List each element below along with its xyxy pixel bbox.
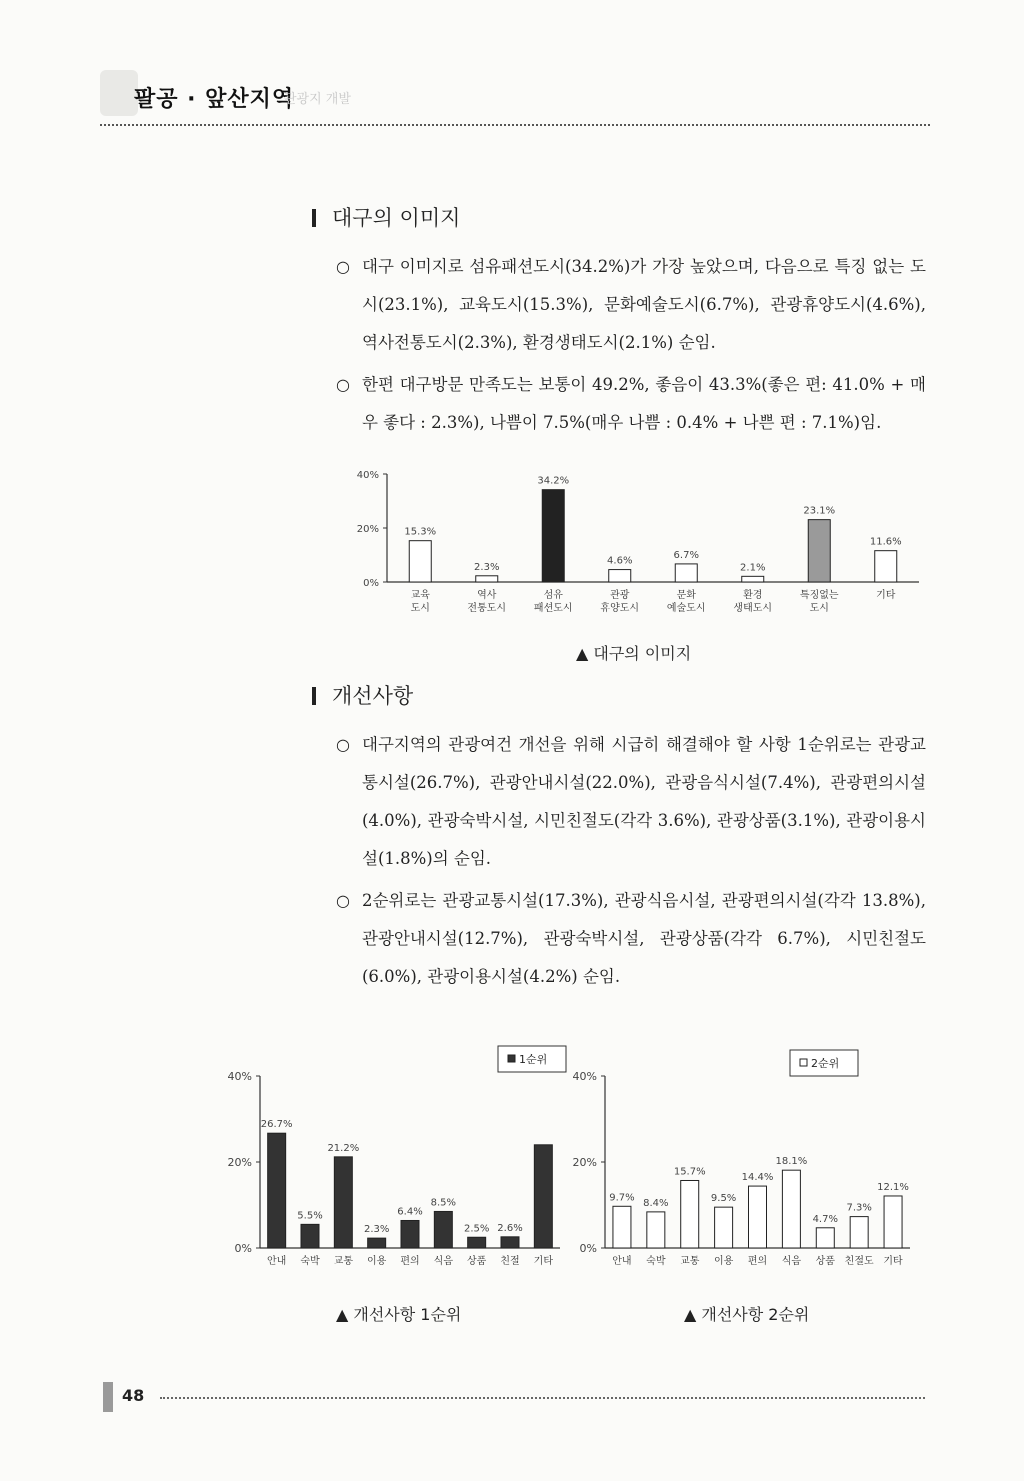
y-tick-label: 40%: [356, 470, 379, 481]
section-title-text: 개선사항: [332, 684, 414, 708]
data-label: 21.2%: [327, 1142, 360, 1154]
data-label: 4.6%: [607, 555, 633, 567]
bar: [301, 1224, 319, 1248]
legend-swatch: [508, 1055, 515, 1062]
data-label: 7.3%: [846, 1202, 872, 1214]
header-decoration: [100, 70, 138, 116]
section-marker: [312, 687, 316, 705]
data-label: 26.7%: [260, 1119, 293, 1131]
page-header: [100, 70, 930, 128]
category-label: 이용: [713, 1256, 734, 1267]
data-label: 18.1%: [775, 1156, 808, 1168]
data-label: 23.1%: [803, 505, 836, 517]
bar: [850, 1217, 868, 1248]
page-number: 48: [122, 1386, 145, 1405]
bar: [782, 1170, 800, 1248]
data-label: 14.4%: [741, 1172, 774, 1184]
bar: [334, 1157, 352, 1248]
data-label: 12.1%: [877, 1181, 909, 1193]
data-label: 9.7%: [609, 1192, 635, 1204]
category-label: 문화: [676, 590, 696, 601]
footer-divider: [160, 1397, 925, 1399]
category-label: 숙박: [646, 1256, 666, 1267]
section-title-text: 대구의 이미지: [332, 206, 461, 230]
header-divider: [100, 124, 930, 126]
data-label: 15.7%: [673, 1166, 706, 1178]
chart-caption-rank2: ▲ 개선사항 2순위: [684, 1305, 810, 1324]
data-label: 15.3%: [404, 526, 437, 538]
bar: [434, 1211, 452, 1248]
chart-improve-rank1: [227, 1040, 570, 1280]
bar: [884, 1196, 902, 1248]
legend-label: 2순위: [811, 1057, 840, 1070]
bar: [368, 1238, 386, 1248]
data-label: 2.6%: [497, 1222, 523, 1234]
bar: [613, 1206, 631, 1248]
data-label: 6.4%: [397, 1206, 423, 1218]
data-label: 8.4%: [643, 1197, 669, 1209]
category-label: 예술도시: [666, 603, 706, 614]
bar: [409, 541, 431, 582]
category-label: 식음: [433, 1256, 453, 1267]
data-label: 2.5%: [463, 1223, 490, 1235]
y-tick-label: 40%: [572, 1070, 597, 1083]
category-label: 상품: [815, 1256, 835, 1267]
bar: [875, 551, 897, 582]
category-label: 휴양도시: [600, 603, 640, 614]
category-label: 교통: [333, 1256, 353, 1267]
y-tick-label: 0%: [234, 1242, 252, 1255]
category-label: 이용: [367, 1256, 387, 1267]
y-tick-label: 20%: [356, 524, 379, 535]
bar: [675, 564, 697, 582]
bullet-icon: ○: [336, 735, 350, 754]
paragraph-improve-1: [336, 726, 926, 878]
category-label: 도시: [809, 603, 829, 614]
category-label: 특징없는: [799, 590, 839, 601]
category-label: 패션도시: [533, 603, 573, 614]
bullet-icon: ○: [336, 375, 350, 394]
bar: [542, 490, 564, 582]
data-label: 2.1%: [740, 562, 766, 574]
category-label: 기타: [533, 1256, 553, 1267]
bar: [268, 1133, 286, 1248]
y-tick-label: 40%: [227, 1070, 252, 1083]
category-label: 기타: [883, 1256, 903, 1267]
chart-caption-image: ▲ 대구의 이미지: [576, 644, 692, 663]
category-label: 숙박: [300, 1256, 320, 1267]
data-label: 11.6%: [869, 536, 902, 548]
header-faded-subtitle: 관광지 개발: [284, 92, 351, 107]
chart-daegu-image: [345, 458, 935, 628]
bar: [808, 520, 830, 582]
bar: [742, 576, 764, 582]
category-label: 기타: [876, 590, 896, 601]
data-label: 6.7%: [673, 549, 699, 561]
y-tick-label: 20%: [227, 1156, 252, 1169]
bar: [647, 1212, 665, 1248]
category-label: 전통도시: [467, 603, 507, 614]
category-label: 교통: [680, 1256, 700, 1267]
category-label: 역사: [477, 590, 497, 601]
category-label: 안내: [612, 1256, 632, 1267]
paragraph-image-2: [336, 366, 926, 442]
data-label: 2.3%: [363, 1224, 390, 1236]
paragraph-text: 대구지역의 관광여건 개선을 위해 시급히 해결해야 할 사항 1순위로는 관광교통시설(26.7%), 관광안내시설(22.0%), 관광음식시설(7.4%), 관광편의시설(4.0%), 관광숙박시설, 시민친절도(각각 3.6%), 관광상품(3.1%), 관광이용시설(1.8%)의 순임.: [362, 735, 926, 868]
section-marker: [312, 209, 316, 227]
bar: [816, 1228, 834, 1248]
category-label: 친절도: [844, 1256, 874, 1267]
paragraph-text: 2순위로는 관광교통시설(17.3%), 관광식음시설, 관광편의시설(각각 13.8%), 관광안내시설(12.7%), 관광숙박시설, 관광상품(각각 6.7%), 시민친절도(6.0%), 관광이용시설(4.2%) 순임.: [362, 891, 926, 986]
paragraph-text: 한편 대구방문 만족도는 보통이 49.2%, 좋음이 43.3%(좋은 편: 41.0% + 매우 좋다 : 2.3%), 나쁨이 7.5%(매우 나쁨 : 0.4% + 나쁜 편 : 7.1%)임.: [362, 375, 926, 432]
bar: [468, 1237, 486, 1248]
section-title-image: [312, 202, 460, 232]
bar: [401, 1220, 419, 1248]
y-tick-label: 0%: [363, 578, 379, 589]
legend-swatch: [800, 1059, 807, 1066]
data-label: 2.3%: [474, 561, 500, 573]
header-title: 팔공 · 앞산지역: [134, 87, 295, 112]
y-tick-label: 0%: [579, 1242, 597, 1255]
category-label: 친절: [500, 1256, 520, 1267]
bar: [534, 1145, 552, 1248]
bullet-icon: ○: [336, 257, 350, 276]
data-label: 8.5%: [430, 1197, 457, 1209]
category-label: 식음: [781, 1256, 802, 1267]
bar: [609, 570, 631, 582]
category-label: 도시: [410, 603, 430, 614]
bar: [749, 1186, 767, 1248]
data-label: 5.5%: [297, 1210, 323, 1222]
chart-improve-rank2: [572, 1040, 920, 1280]
section-title-improve: [312, 680, 413, 710]
data-label: 34.2%: [537, 475, 570, 487]
category-label: 상품: [467, 1256, 487, 1267]
bar: [476, 576, 498, 582]
category-label: 관광: [610, 590, 630, 601]
bar: [715, 1207, 733, 1248]
category-label: 섬유: [543, 590, 563, 601]
category-label: 교육: [410, 590, 430, 601]
bar: [501, 1237, 519, 1248]
data-label: 9.5%: [710, 1193, 737, 1205]
category-label: 환경: [743, 590, 763, 601]
paragraph-improve-2: [336, 882, 926, 996]
bullet-icon: ○: [336, 891, 350, 910]
category-label: 편의: [747, 1256, 768, 1267]
category-label: 안내: [267, 1256, 287, 1267]
data-label: 4.7%: [812, 1213, 838, 1225]
paragraph-image-1: [336, 248, 926, 362]
paragraph-text: 대구 이미지로 섬유패션도시(34.2%)가 가장 높았으며, 다음으로 특징 없는 도시(23.1%), 교육도시(15.3%), 문화예술도시(6.7%), 관광휴양도시(4.6%), 역사전통도시(2.3%), 환경생태도시(2.1%) 순임.: [362, 257, 926, 352]
legend-label: 1순위: [519, 1053, 548, 1066]
bar: [681, 1180, 699, 1248]
chart-caption-rank1: ▲ 개선사항 1순위: [336, 1305, 462, 1324]
y-tick-label: 20%: [572, 1156, 597, 1169]
footer-marker: [103, 1382, 113, 1412]
category-label: 편의: [400, 1256, 420, 1267]
category-label: 생태도시: [733, 603, 773, 614]
